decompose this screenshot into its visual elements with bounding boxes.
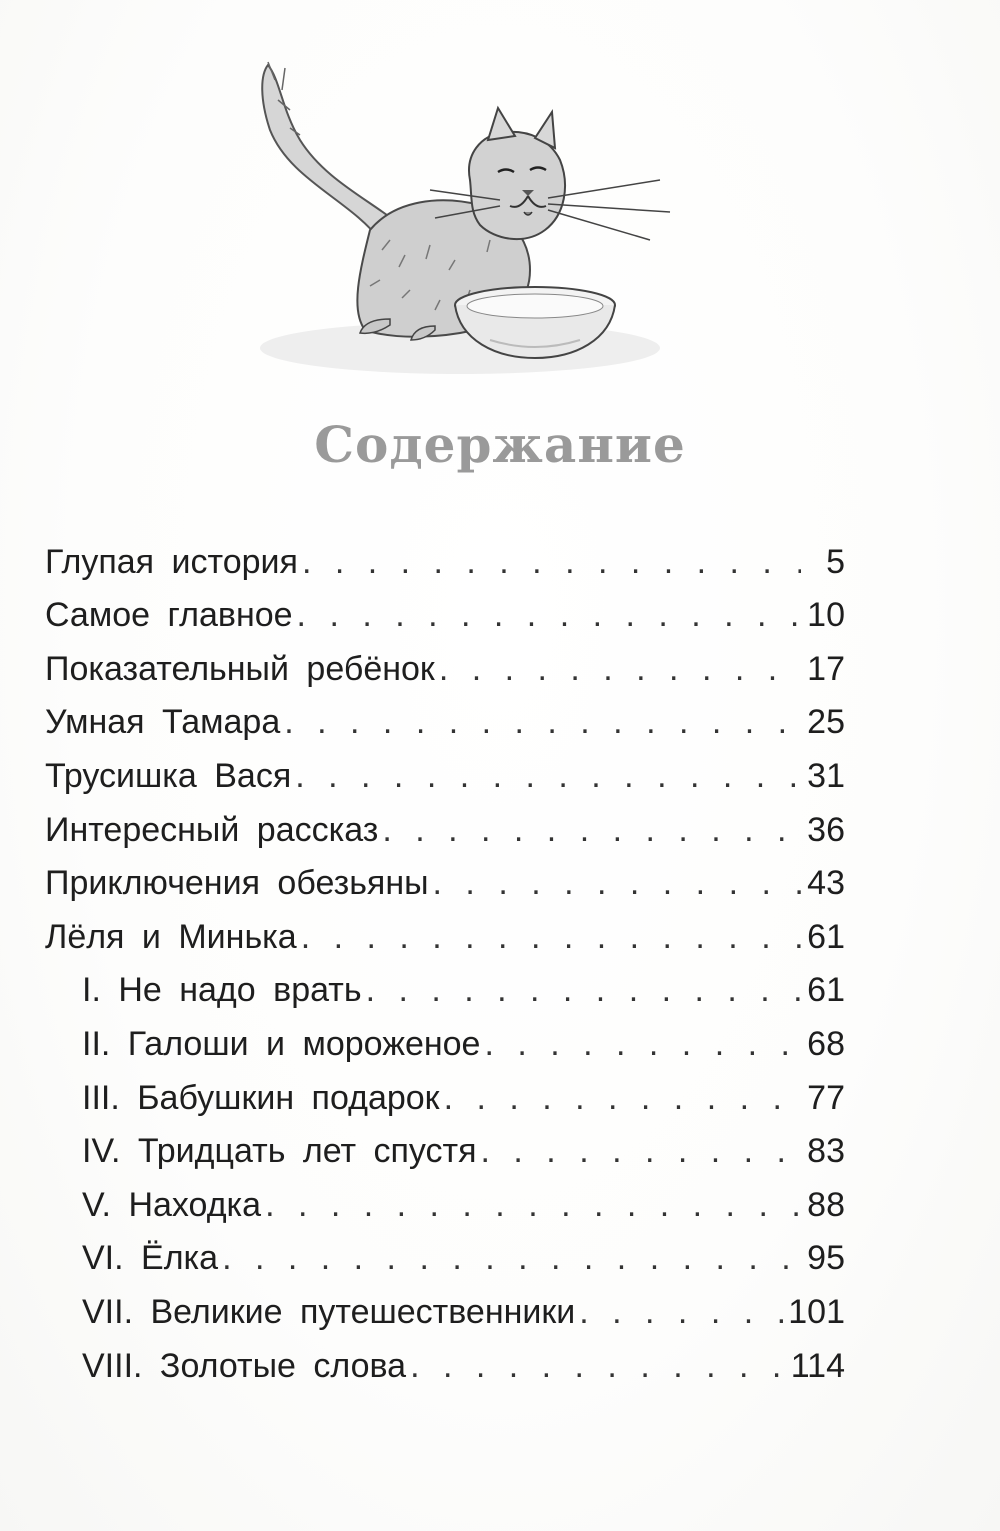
- dot-leader: [222, 1238, 801, 1278]
- toc-item-title: Интересный рассказ: [45, 810, 379, 849]
- toc-item[interactable]: [45, 796, 845, 850]
- toc-item-title: Трусишка Вася: [45, 756, 292, 795]
- toc-item-page: 36: [807, 810, 845, 849]
- toc-item-title: Показательный ребёнок: [45, 649, 435, 688]
- dot-leader: [265, 1185, 801, 1225]
- toc-item-title: V. Находка: [82, 1185, 262, 1224]
- toc-item-page: 77: [807, 1078, 845, 1117]
- toc-chapter-item[interactable]: [45, 957, 845, 1011]
- toc-item-page: 88: [807, 1185, 845, 1224]
- dot-leader: [484, 1024, 801, 1064]
- dot-leader: [302, 542, 801, 582]
- toc-item-page: 5: [826, 542, 845, 581]
- toc-item-title: III. Бабушкин подарок: [82, 1078, 440, 1117]
- table-of-contents: [45, 528, 845, 1386]
- toc-item-title: Глупая история: [45, 542, 298, 581]
- toc-item-page: 25: [807, 703, 845, 742]
- toc-item-title: VIII. Золотые слова: [82, 1346, 407, 1385]
- dot-leader: [297, 595, 801, 635]
- toc-chapter-item[interactable]: [45, 1332, 845, 1386]
- dot-leader: [301, 917, 801, 957]
- toc-item-page: 17: [807, 649, 845, 688]
- toc-item[interactable]: [45, 742, 845, 796]
- toc-item-page: 10: [807, 596, 845, 635]
- toc-item-title: VI. Ёлка: [82, 1239, 219, 1278]
- toc-item-page: 68: [807, 1024, 845, 1063]
- toc-item-title: Лёля и Минька: [45, 917, 297, 956]
- toc-item-page: 101: [788, 1292, 845, 1331]
- toc-item-page: 31: [807, 756, 845, 795]
- toc-item-page: 61: [807, 971, 845, 1010]
- toc-chapter-item[interactable]: [45, 1171, 845, 1225]
- toc-chapter-item[interactable]: [45, 1278, 845, 1332]
- toc-chapter-item[interactable]: [45, 1118, 845, 1172]
- dot-leader: [439, 649, 801, 689]
- toc-item-page: 114: [790, 1346, 845, 1385]
- toc-item[interactable]: [45, 635, 845, 689]
- toc-item[interactable]: [45, 582, 845, 636]
- toc-item-page: 83: [807, 1132, 845, 1171]
- toc-item-page: 95: [807, 1239, 845, 1278]
- dot-leader: [284, 702, 801, 742]
- toc-item-title: II. Галоши и мороженое: [82, 1024, 481, 1063]
- toc-chapter-item[interactable]: [45, 1010, 845, 1064]
- toc-item-title: Умная Тамара: [45, 703, 281, 742]
- page-title: Содержание: [314, 415, 686, 474]
- toc-item-page: 61: [807, 917, 845, 956]
- dot-leader: [410, 1346, 787, 1386]
- toc-chapter-item[interactable]: [45, 1064, 845, 1118]
- dot-leader: [433, 863, 801, 903]
- dot-leader: [295, 756, 801, 796]
- dot-leader: [366, 970, 801, 1010]
- toc-item-title: IV. Тридцать лет спустя: [82, 1132, 477, 1171]
- cat-with-milk-bowl-icon: [230, 40, 690, 400]
- toc-item-title: Приключения обезьяны: [45, 864, 429, 903]
- dot-leader: [444, 1078, 801, 1118]
- dot-leader: [481, 1131, 801, 1171]
- toc-item[interactable]: [45, 528, 845, 582]
- toc-item-title: VII. Великие путешественники: [82, 1292, 576, 1331]
- dot-leader: [579, 1292, 784, 1332]
- dot-leader: [382, 810, 801, 850]
- toc-chapter-item[interactable]: [45, 1225, 845, 1279]
- toc-item-title: I. Не надо врать: [82, 971, 362, 1010]
- toc-item[interactable]: [45, 689, 845, 743]
- toc-item-title: Самое главное: [45, 596, 293, 635]
- toc-item[interactable]: [45, 903, 845, 957]
- toc-item[interactable]: [45, 850, 845, 904]
- toc-item-page: 43: [807, 864, 845, 903]
